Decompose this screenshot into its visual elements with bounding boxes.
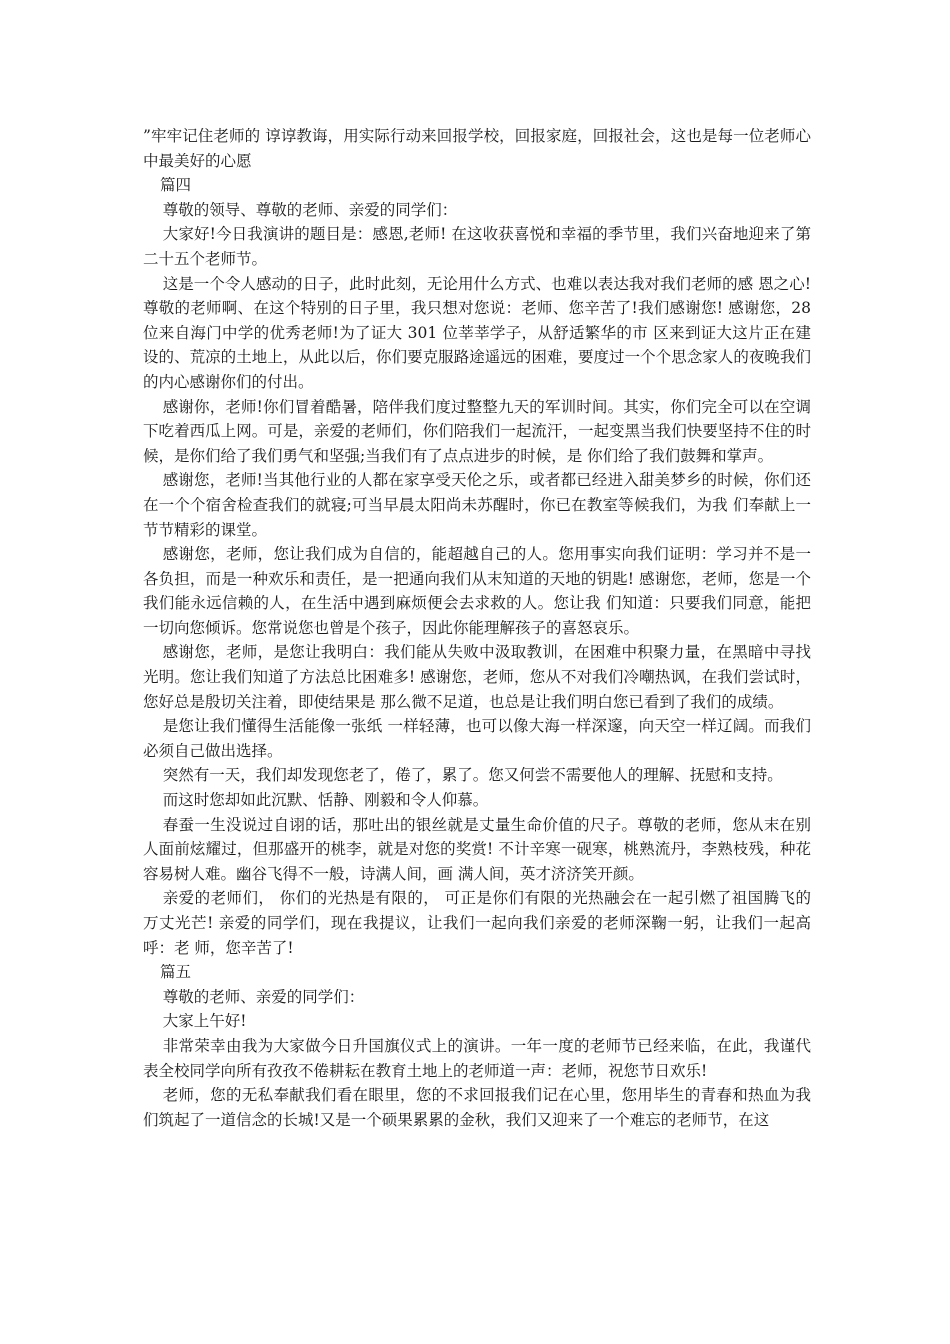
salutation: 尊敬的老师、亲爱的同学们： [162, 987, 365, 1006]
paragraph-intro: ”牢牢记住老师的 谆谆教诲，用实际行动来回报学校，回报家庭，回报社会，这也是每一位老师心中最美好的心愿 [143, 127, 811, 170]
paragraph: 感谢您，老师!当其他行业的人都在家享受天伦之乐，或者都已经进入甜美梦乡的时候，你们还在一个个宿舍检查我们的就寝;可当早晨太阳尚未苏醒时，你已在教室等候我们，为我 们奉献上一节节精彩的课堂。 [143, 471, 811, 539]
paragraph: 突然有一天，我们却发现您老了，倦了，累了。您又何尝不需要他人的理解、抚慰和支持。 [162, 766, 783, 785]
paragraph: 春蚕一生没说过自诩的话，那吐出的银丝就是丈量生命价值的尺子。尊敬的老师，您从末在别人面前炫耀过，但那盛开的桃李，就是对您的奖赏! 不计辛寒一砚寒，桃熟流丹，李熟枝残，种花容易树人难。幽谷飞得不一般，诗满人间，画 满人间，英才济济笑开颜。 [143, 815, 811, 883]
section-heading-5: 篇五 [160, 963, 192, 982]
document-page [143, 124, 811, 1132]
paragraph: 是您让我们懂得生活能像一张纸 一样轻薄，也可以像大海一样深邃，向天空一样辽阔。而我们必须自己做出选择。 [143, 717, 811, 760]
paragraph: 感谢您，老师，是您让我明白：我们能从失败中汲取教训，在困难中积聚力量，在黑暗中寻找光明。您让我们知道了方法总比困难多! 感谢您，老师，您从不对我们冷嘲热讽，在我们尝试时，您好总是殷切关注着，即使结果是 那么微不足道，也总是让我们明白您已看到了我们的成绩。 [143, 643, 811, 711]
paragraph: 非常荣幸由我为大家做今日升国旗仪式上的演讲。一年一度的老师节已经来临，在此，我谨代表全校同学向所有孜孜不倦耕耘在教育土地上的老师道一声：老师，祝您节日欢乐! [143, 1036, 811, 1080]
paragraph: 亲爱的老师们， 你们的光热是有限的， 可正是你们有限的光热融会在一起引燃了祖国腾飞的 万丈光芒! 亲爱的同学们，现在我提议，让我们一起向我们亲爱的老师深鞠一躬，让我们一起高呼：老 师，您辛苦了! [143, 889, 811, 957]
paragraph: 老师，您的无私奉献我们看在眼里，您的不求回报我们记在心里，您用毕生的青春和热血为我们筑起了一道信念的长城!又是一个硕果累累的金秋，我们又迎来了一个难忘的老师节，在这 [143, 1086, 811, 1129]
greeting: 大家上午好! [162, 1012, 247, 1031]
paragraph: 这是一个令人感动的日子，此时此刻，无论用什么方式、也难以表达我对我们老师的感 恩之心!尊敬的老师啊、在这个特别的日子里，我只想对您说：老师、您辛苦了!我们感谢您! 感谢您，28 位来自海门中学的优秀老师!为了证大 301 位莘莘学子，从舒适繁华的市 区来到证大这片正在建设的、荒凉的土地上，从此以后，你们要克服路途遥远的困难，要度过一个个思念家人的夜晚我们的内心感谢你们的付出。 [143, 274, 811, 391]
salutation: 尊敬的领导、尊敬的老师、亲爱的同学们： [162, 200, 458, 219]
paragraph: 感谢您，老师，您让我们成为自信的，能超越自己的人。您用事实向我们证明：学习并不是一各负担，而是一种欢乐和责任，是一把通向我们从末知道的天地的钥匙! 感谢您，老师，您是一个我们能永远信赖的人，在生活中遇到麻烦便会去求救的人。您让我 们知道：只要我们同意，能把一切向您倾诉。您常说您也曾是个孩子，因此你能理解孩子的喜怒哀乐。 [143, 545, 811, 637]
paragraph: 大家好!今日我演讲的题目是：感恩,老师! 在这收获喜悦和幸福的季节里，我们兴奋地迎来了第二十五个老师节。 [143, 225, 811, 268]
paragraph: 感谢你，老师!你们冒着酷暑，陪伴我们度过整整九天的军训时间。其实，你们完全可以在空调下吃着西瓜上网。可是，亲爱的老师们，你们陪我们一起流汗，一起变黑当我们快要坚持不住的时候，是你们给了我们勇气和坚强;当我们有了点点进步的时候，是 你们给了我们鼓舞和掌声。 [143, 397, 811, 465]
paragraph: 而这时您却如此沉默、恬静、刚毅和令人仰慕。 [162, 791, 489, 810]
section-heading-4: 篇四 [160, 176, 192, 195]
